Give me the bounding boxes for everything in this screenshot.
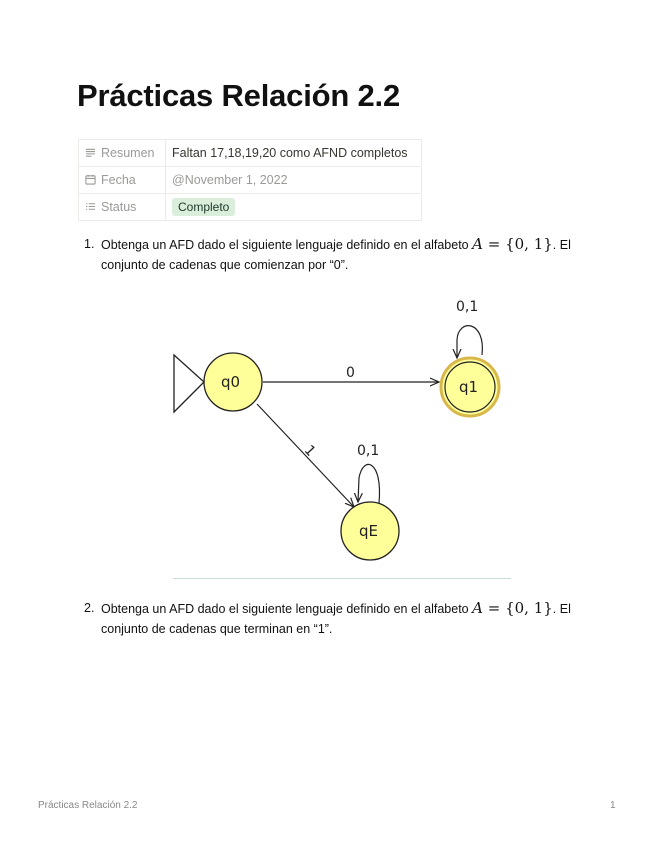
transition-label-qE-loop: 0,1: [357, 443, 380, 459]
property-value-resumen[interactable]: Faltan 17,18,19,20 como AFND completos: [166, 140, 422, 167]
list-item-text-after: . El conjunto de cadenas que terminan en “1”.: [101, 602, 571, 636]
list-item-text-after: . El conjunto de cadenas que comienzan por “0”.: [101, 238, 571, 272]
list-item-text: [101, 598, 584, 639]
formula-set: = {0, 1}: [482, 599, 553, 617]
transition-loop-q1: [457, 326, 482, 358]
alphabet-formula: [472, 235, 553, 253]
formula-variable: A: [472, 599, 483, 617]
text-lines-icon: [85, 147, 96, 158]
transition-label-q1-loop: 0,1: [456, 299, 479, 315]
list-item-text-before: Obtenga un AFD dado el siguiente lenguaje definido en el alfabeto: [101, 238, 469, 252]
property-key: [79, 140, 166, 167]
status-badge[interactable]: Completo: [172, 198, 235, 216]
formula-variable: A: [472, 235, 483, 253]
divider: [173, 578, 511, 579]
property-key-label: Resumen: [101, 146, 155, 160]
property-key: [79, 194, 166, 221]
property-value-status[interactable]: [166, 194, 422, 221]
properties-table: [78, 139, 422, 221]
list-item-2: [84, 598, 584, 639]
transition-label-q0-qE: 1: [300, 442, 319, 460]
footer-title: Prácticas Relación 2.2: [38, 800, 138, 811]
list-item-1: [84, 234, 584, 275]
list-item-number: 2.: [84, 601, 95, 615]
footer-page-number: 1: [610, 800, 616, 811]
alphabet-formula: [472, 599, 553, 617]
property-row-fecha: [79, 167, 422, 194]
state-label-q0: q0: [221, 373, 241, 391]
property-key-label: Status: [101, 200, 137, 214]
property-row-resumen: [79, 140, 422, 167]
page-title: Prácticas Relación 2.2: [77, 78, 401, 113]
list-icon: [85, 201, 96, 212]
state-label-q1: q1: [459, 378, 479, 396]
property-key-label: Fecha: [101, 173, 136, 187]
list-item-text: [101, 234, 584, 275]
property-row-status: [79, 194, 422, 221]
automaton-diagram: [160, 290, 520, 570]
formula-set: = {0, 1}: [482, 235, 553, 253]
transition-label-q0-q1: 0: [346, 365, 355, 381]
initial-state-arrow: [174, 355, 204, 412]
transition-loop-qE: [358, 464, 380, 503]
property-value-fecha[interactable]: @November 1, 2022: [166, 167, 422, 194]
property-key: [79, 167, 166, 194]
list-item-number: 1.: [84, 237, 95, 251]
list-item-text-before: Obtenga un AFD dado el siguiente lenguaje definido en el alfabeto: [101, 602, 469, 616]
calendar-icon: [85, 174, 96, 185]
state-label-qE: qE: [359, 522, 378, 540]
